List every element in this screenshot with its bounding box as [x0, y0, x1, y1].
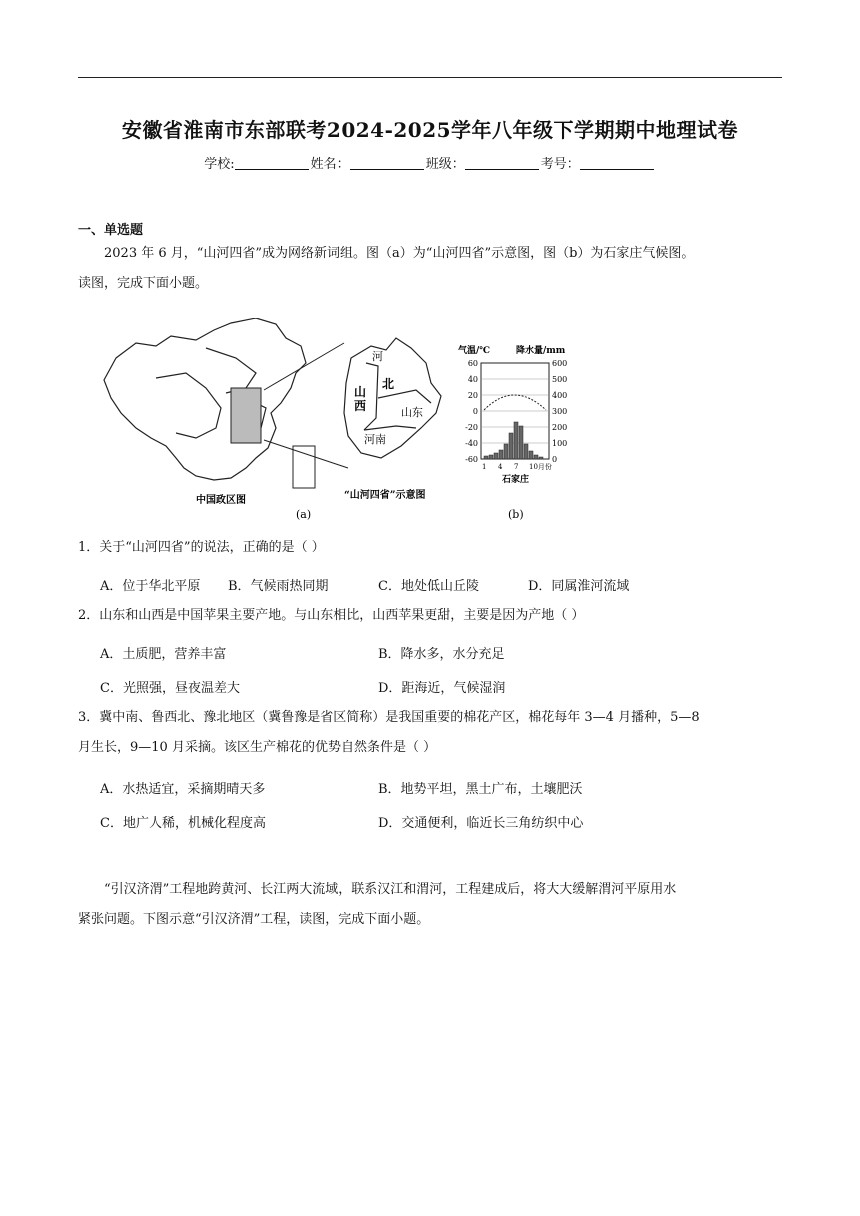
question-1-stem — [78, 533, 782, 563]
precip-tick-label: 300 — [552, 407, 568, 416]
precip-tick-label: 0 — [552, 455, 558, 464]
precip-bars — [484, 422, 543, 459]
temp-tick-label: 0 — [472, 407, 478, 416]
q1-option-b[interactable]: B．气候雨热同期 — [228, 579, 329, 594]
province-hebei-top: 河 — [372, 350, 383, 363]
q1-option-d[interactable]: D．同属淮河流域 — [528, 579, 630, 594]
month-tick-1: 1 — [482, 463, 487, 471]
temp-tick-label: -40 — [465, 439, 478, 448]
temp-tick-label: 40 — [467, 375, 478, 384]
temperature-curve — [484, 395, 546, 410]
temp-tick-label: -60 — [465, 455, 478, 464]
precip-tick-label: 400 — [552, 391, 568, 400]
school-field[interactable] — [235, 156, 309, 170]
caption-a: (a) — [296, 508, 312, 521]
highlighted-region — [231, 388, 261, 443]
number-field[interactable] — [580, 156, 654, 170]
passage-2-line-1: “引汉济渭”工程地跨黄河、长江两大流域，联系汉江和渭河，工程建成后，将大大缓解渭河平原用水 — [104, 882, 677, 897]
question-3-stem — [78, 703, 782, 763]
question-1-number: 1． — [78, 540, 100, 555]
china-map — [104, 318, 306, 480]
page-title: 安徽省淮南市东部联考2024-2025学年八年级下学期期中地理试卷 — [121, 118, 739, 142]
q3-option-c[interactable]: C．地广人稀，机械化程度高 — [100, 816, 266, 831]
number-label: 考号： — [540, 157, 580, 172]
map-label: 中国政区图 — [196, 495, 246, 506]
q3-option-d[interactable]: D．交通便利，临近长三角纺织中心 — [378, 816, 584, 831]
province-hebei: 北 — [382, 377, 395, 391]
month-tick-4: 4 — [498, 463, 503, 471]
q1-option-a[interactable]: A．位于华北平原 — [100, 579, 201, 594]
q2-option-c[interactable]: C．光照强，昼夜温差大 — [100, 681, 240, 696]
passage-1-line-1: 2023 年 6 月，“山河四省”成为网络新词组。图（a）为“山河四省”示意图，图（b）为石家庄气候图。 — [104, 246, 695, 261]
precip-tick-label: 100 — [552, 439, 568, 448]
question-2-stem — [78, 601, 782, 631]
class-field[interactable] — [465, 156, 539, 170]
province-shanxi-label: 山 — [354, 385, 367, 399]
question-2-text: 山东和山西是中国苹果主要产地。与山东相比，山西苹果更甜，主要是因为产地（ ） — [99, 608, 585, 623]
precip-tick-label: 600 — [552, 359, 568, 368]
city-label: 石家庄 — [502, 475, 530, 485]
question-1-text: 关于“山河四省”的说法，正确的是（ ） — [99, 540, 325, 555]
q2-option-d[interactable]: D．距海近，气候湿润 — [378, 681, 506, 696]
month-tick-10: 10月份 — [529, 463, 552, 471]
province-shandong: 山东 — [401, 406, 423, 419]
q2-option-a[interactable]: A．土质肥，营养丰富 — [100, 647, 227, 662]
temp-tick-label: -20 — [465, 423, 478, 432]
class-label: 班级： — [425, 157, 465, 172]
q3-option-a[interactable]: A．水热适宜，采摘期晴天多 — [100, 782, 266, 797]
month-tick-7: 7 — [514, 463, 519, 471]
section-heading: 一、单选题 — [78, 223, 144, 238]
caption-b: (b) — [508, 508, 524, 521]
name-label: 姓名： — [310, 157, 350, 172]
q3-option-b[interactable]: B．地势平坦，黑土广布，土壤肥沃 — [378, 782, 583, 797]
province-shanxi: 山西 — [354, 385, 367, 413]
question-3-text-line-2: 月生长，9—10 月采摘。该区生产棉花的优势自然条件是（ ） — [78, 740, 437, 755]
inset-label: “山河四省”示意图 — [344, 490, 426, 501]
question-3-number: 3． — [78, 710, 100, 725]
climate-chart — [458, 344, 567, 485]
precip-tick-label: 500 — [552, 375, 568, 384]
passage-1-line-2: 读图，完成下面小题。 — [78, 276, 209, 291]
precip-tick-label: 200 — [552, 423, 568, 432]
name-field[interactable] — [350, 156, 424, 170]
passage-2 — [78, 875, 782, 935]
question-3-text-line-1: 冀中南、鲁西北、豫北地区（冀鲁豫是省区简称）是我国重要的棉花产区，棉花每年 3—4 月播种，5—8 — [99, 710, 700, 725]
south-sea-inset — [293, 446, 315, 488]
precip-axis-label: 降水量/mm — [516, 346, 566, 356]
q1-option-c[interactable]: C．地处低山丘陵 — [378, 579, 479, 594]
top-rule — [78, 77, 782, 78]
question-2-number: 2． — [78, 608, 100, 623]
student-info-line — [0, 153, 860, 172]
province-henan: 河南 — [364, 433, 386, 446]
passage-1 — [78, 239, 782, 299]
temp-axis-label: 气温/℃ — [458, 346, 491, 356]
figure-maps-and-climate — [96, 318, 586, 523]
temp-tick-label: 60 — [467, 359, 478, 368]
q2-option-b[interactable]: B．降水多，水分充足 — [378, 647, 505, 662]
temp-tick-label: 20 — [467, 391, 478, 400]
school-label: 学校: — [204, 157, 235, 172]
passage-2-line-2: 紧张问题。下图示意“引汉济渭”工程，读图，完成下面小题。 — [78, 912, 430, 927]
